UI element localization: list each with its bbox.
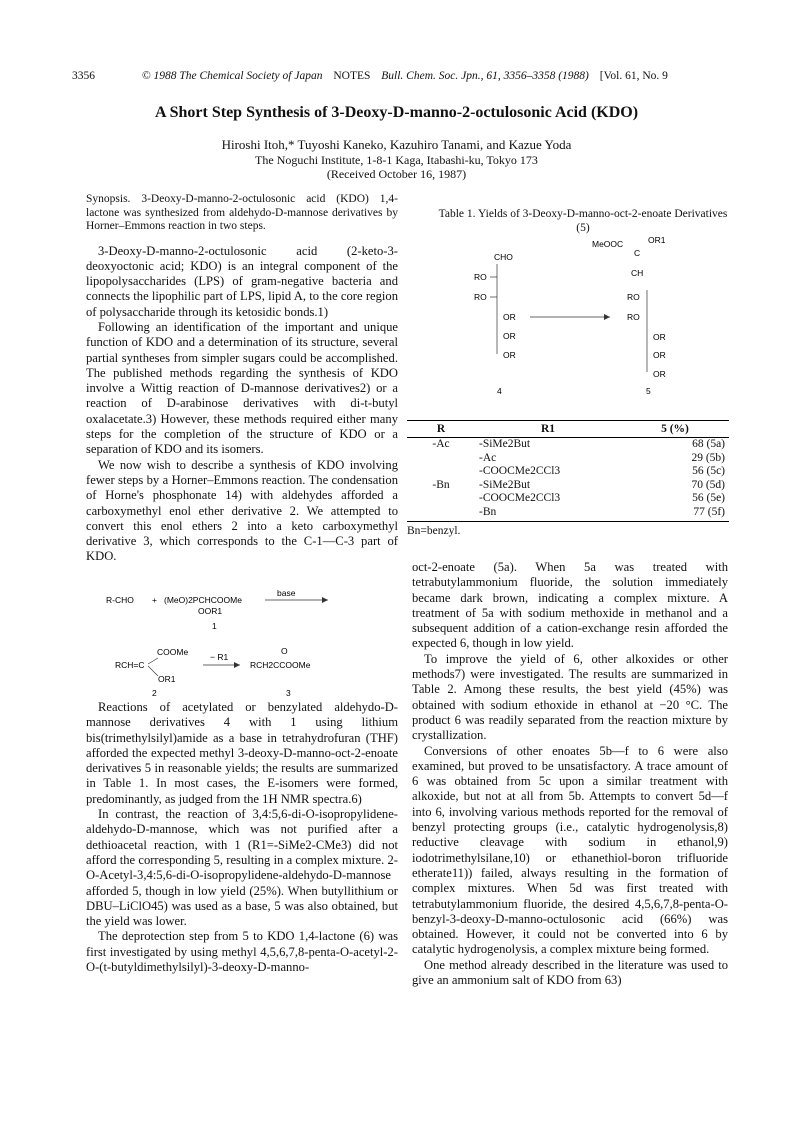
- or-text: OR: [503, 331, 516, 341]
- plus-sign: +: [152, 595, 157, 605]
- or1-text: OR1: [648, 235, 666, 245]
- table-cell: 56 (5e): [692, 492, 725, 504]
- c-text: C: [634, 248, 641, 258]
- meooc-text: MeOOC: [592, 239, 624, 249]
- ro-text: RO: [627, 292, 640, 302]
- table-cell: -SiMe2But: [479, 478, 531, 491]
- reaction-scheme: [100, 588, 390, 698]
- received-date: (Received October 16, 1987): [326, 167, 467, 181]
- table-scheme: [470, 232, 700, 402]
- column-header: R1: [475, 421, 621, 438]
- or-text: OR: [503, 350, 516, 360]
- arrow-head: [604, 314, 610, 320]
- continuation-paragraph: oct-2-enoate (5a). When 5a was treated with tetrabutylammonium fluoride, the solution immediately became dark brown, indicating a complex mixture. A treatment of 5a with sodium methoxide in methanol and a subsequent addition of a cation-exchange resin afforded the expected 6, though in low yield.: [412, 560, 728, 651]
- table-row: [407, 452, 729, 466]
- phosphonate-text: (MeO)2PCHCOOMe: [164, 595, 242, 605]
- bond-line: [148, 666, 158, 676]
- ro-text: RO: [474, 292, 487, 302]
- label-4: 4: [497, 386, 502, 396]
- ch-text: CH: [631, 268, 644, 278]
- affiliation: The Noguchi Institute, 1-8-1 Kaga, Itabashi-ku, Tokyo 173: [255, 153, 538, 167]
- table-cell: 56 (5c): [692, 465, 725, 477]
- coome-text: COOMe: [157, 647, 189, 657]
- table-cell: 77 (5f): [621, 506, 729, 522]
- table-caption: Table 1. Yields of 3-Deoxy-D-manno-oct-2-enoate Derivatives (5): [438, 208, 728, 234]
- table-row: [407, 492, 729, 506]
- affiliation-block: [0, 153, 793, 181]
- base-label: base: [277, 588, 296, 598]
- or-text: OR: [653, 369, 666, 379]
- copyright: © 1988 The Chemical Society of Japan: [141, 70, 323, 82]
- table-cell: [407, 492, 475, 506]
- table-cell: -Ac: [479, 451, 497, 464]
- label-2: 2: [152, 688, 157, 698]
- running-header: [72, 70, 732, 82]
- bond-line: [148, 658, 158, 664]
- approach-paragraph: We now wish to describe a synthesis of KDO involving fewer steps by a Horner–Emmons reaction. The condensation of Horne's phosphonate 14) with aldehydes afforded a carboxymethyl enol ether derivative 2. We attempted to convert this enol ethers 2 into a keto carboxymethyl derivative 3, which corresponds to the C-1—C-3 part of KDO.: [86, 457, 398, 564]
- table-cell: 68 (5a): [692, 438, 725, 450]
- synopsis: Synopsis. 3-Deoxy-D-manno-2-octulosonic acid (KDO) 1,4-lactone was synthesized from aldehydo-D-mannose derivatives by Horner–Emmons reaction in two steps.: [86, 193, 398, 232]
- ro-text: RO: [474, 272, 487, 282]
- table-row: [407, 479, 729, 493]
- journal-citation: Bull. Chem. Soc. Jpn., 61, 3356–3358 (1988): [381, 70, 589, 82]
- or-text: OR: [653, 332, 666, 342]
- table-row: [407, 465, 729, 479]
- table-header-row: [407, 421, 729, 438]
- keto-text: RCH2CCOOMe: [250, 660, 311, 670]
- right-column: [412, 560, 728, 988]
- label-5: 5: [646, 386, 651, 396]
- table-cell: 29 (5b): [691, 451, 725, 464]
- table-cell: [407, 465, 475, 479]
- oxygen-text: O: [281, 646, 288, 656]
- table-cell: -SiMe2But: [479, 438, 531, 450]
- section-label: NOTES: [333, 70, 371, 82]
- table-cell: -Bn: [432, 478, 450, 491]
- conversion-paragraph: Conversions of other enoates 5b—f to 6 were also examined, but proved to be unsatisfactory. A trace amount of 6 was obtained from 5c upon a similar treatment with alkoxide, but not at all from 5b. Attempts to convert 5d—f into 6, involving various methods reported for the removal of benzyl protecting groups (i.e., catalytic hydrogenolysis,8) reductive cleavage with sodium in ethanol,9) iodotrimethylsilane,10) or ethanethiol-boron trifluoride etherate11)) failed, always resulting in the formation of complex mixtures. When 5d was first treated with tetrabutylammonium fluoride, the desired 4,5,6,7,8-penta-O-benzyl-3-deoxy-D-manno-octulosonic acid (66%) was obtained. However, it could not be converted into 6 by catalytic hydrogenolysis, a complex mixture being formed.: [412, 743, 728, 957]
- intro-paragraph: 3-Deoxy-D-manno-2-octulosonic acid (2-keto-3-deoxyoctonic acid; KDO) is an integral component of the lipopolysaccharides (LPS) of gram-negative bacteria and connects the lipophilic part of LPS, lipid A, to the core region of polysaccharide through its ketosidic bonds.1): [86, 243, 398, 319]
- enol-text: RCH=C: [115, 660, 145, 670]
- table-row: [407, 506, 729, 522]
- minus-r1-label: − R1: [210, 652, 229, 662]
- table-cell: [407, 506, 475, 522]
- left-column: [86, 193, 398, 565]
- contrast-paragraph: In contrast, the reaction of 3,4:5,6-di-O-isopropylidene-aldehydo-D-mannose, which was not purified after a dethioacetal reaction, with 1 (R1=-SiMe2-CMe3) did not afford the corresponding 5, resulting in a complex mixture. 2-O-Acetyl-3,4:5,6-di-O-isopropylidene-aldehydo-D-mannose afforded 5, though in low yield (25%). When butyllithium or DBU–LiClO45) was used as a base, 5 was also obtained, but the yield was lower.: [86, 807, 398, 929]
- alkoxide-paragraph: To improve the yield of 6, other alkoxides or other methods7) were investigated. The results are summarized in Table 2. Among these results, the best yield (45%) was obtained with sodium ethoxide in ethanol at −20 °C. The product 6 was readily separated from the reaction mixture by crystallization.: [412, 651, 728, 743]
- paper-title: A Short Step Synthesis of 3-Deoxy-D-manno-2-octulosonic Acid (KDO): [154, 104, 639, 121]
- table-cell: [407, 452, 475, 466]
- table-cell: 70 (5d): [691, 478, 725, 491]
- arrow-head: [234, 662, 240, 668]
- left-column-lower: [86, 700, 398, 975]
- table-row: [407, 438, 729, 452]
- page-number: 3356: [72, 70, 95, 82]
- aldehyde-text: R-CHO: [106, 595, 134, 605]
- results-paragraph: Reactions of acetylated or benzylated aldehydo-D-mannose derivatives 4 with 1 using lithium bis(trimethylsilyl)amide as a base in tetrahydrofuran (THF) afforded the expected methyl 3-deoxy-D-manno-oct-2-enoate derivatives 5 in reasonable yields; the results are summarized in Table 1. In most cases, the E-isomers were formed, predominantly, as judged from the 1H NMR spectra.6): [86, 700, 398, 806]
- table-cell: -COOCMe2CCl3: [479, 492, 561, 504]
- arrow-head: [322, 597, 328, 603]
- or-text: OR: [503, 312, 516, 322]
- table-cell: -COOCMe2CCl3: [479, 465, 561, 477]
- table-1: [407, 420, 729, 537]
- oor-text: OOR1: [198, 606, 223, 616]
- label-3: 3: [286, 688, 291, 698]
- table-note: Bn=benzyl.: [407, 525, 461, 537]
- authors: Hiroshi Itoh,* Tuyoshi Kaneko, Kazuhiro Tanami, and Kazue Yoda: [221, 137, 572, 152]
- or-text: OR: [653, 350, 666, 360]
- cho-text: CHO: [494, 252, 513, 262]
- table-cell: -Ac: [432, 438, 450, 450]
- or1-text: OR1: [158, 674, 176, 684]
- table-cell: -Bn: [475, 506, 621, 522]
- ro-text: RO: [627, 312, 640, 322]
- ammonium-paragraph: One method already described in the literature was used to give an ammonium salt of KDO from 63): [412, 957, 728, 988]
- label-1: 1: [212, 621, 217, 631]
- background-paragraph: Following an identification of the important and unique function of KDO and a determination of its structure, several partial syntheses from simpler sugars could be accomplished. The published methods regarding the synthesis of KDO involve a Wittig reaction of D-mannose derivatives2) or a reaction of D-arabinose derivatives with di-t-butyl oxalacetate.3) However, these methods required either many steps for the completion of the structure of KDO or a separation of KDO and its isomers.: [86, 319, 398, 457]
- column-header: R: [407, 421, 475, 438]
- column-header: 5 (%): [621, 421, 729, 438]
- deprotection-paragraph: The deprotection step from 5 to KDO 1,4-lactone (6) was first investigated by using methyl 4,5,6,7,8-penta-O-acetyl-2-O-(t-butyldimethylsilyl)-3-deoxy-D-manno-: [86, 929, 398, 975]
- volume-label: [Vol. 61, No. 9: [599, 70, 668, 82]
